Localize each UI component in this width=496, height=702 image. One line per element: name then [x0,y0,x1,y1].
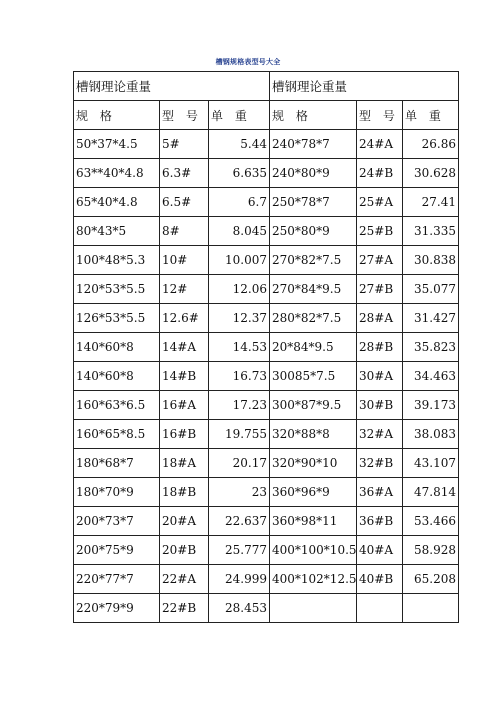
weight-cell-2: 30.628 [403,159,459,188]
model-cell: 14#B [160,362,209,391]
model-cell-2: 40#A [357,536,403,565]
table-row [74,333,459,362]
model-cell: 18#A [160,449,209,478]
spec-cell-2: 300*87*9.5 [270,391,357,420]
channel-steel-weight-table [73,71,459,623]
weight-cell-2: 39.173 [403,391,459,420]
header-model: 型 号 [160,101,209,130]
header-spec: 规 格 [74,101,160,130]
header-weight: 单 重 [209,101,270,130]
table-row [74,536,459,565]
weight-cell-2: 26.86 [403,130,459,159]
table-row [74,275,459,304]
table-row [74,217,459,246]
model-cell-2: 27#B [357,275,403,304]
spec-cell: 180*68*7 [74,449,160,478]
spec-cell: 180*70*9 [74,478,160,507]
weight-cell: 8.045 [209,217,270,246]
table-row [74,188,459,217]
model-cell: 22#B [160,594,209,623]
document-title: 槽钢规格表型号大全 [215,58,281,66]
weight-cell-2: 34.463 [403,362,459,391]
model-cell: 16#A [160,391,209,420]
spec-cell-2: 270*82*7.5 [270,246,357,275]
spec-cell-2: 270*84*9.5 [270,275,357,304]
model-cell: 20#B [160,536,209,565]
spec-cell: 50*37*4.5 [74,130,160,159]
model-cell-2: 28#A [357,304,403,333]
weight-cell-2: 53.466 [403,507,459,536]
weight-cell-2: 35.823 [403,333,459,362]
spec-cell-2: 280*82*7.5 [270,304,357,333]
weight-cell: 16.73 [209,362,270,391]
table-row [74,246,459,275]
spec-cell-2 [270,594,357,623]
weight-cell: 10.007 [209,246,270,275]
spec-cell-2: 400*100*10.5 [270,536,357,565]
table-row [74,507,459,536]
model-cell-2 [357,594,403,623]
model-cell: 16#B [160,420,209,449]
table-row [74,362,459,391]
model-cell-2: 25#A [357,188,403,217]
section-title-right: 槽钢理论重量 [270,72,459,101]
weight-cell: 12.06 [209,275,270,304]
spec-cell: 200*75*9 [74,536,160,565]
weight-cell-2: 47.814 [403,478,459,507]
model-cell-2: 25#B [357,217,403,246]
spec-cell: 220*79*9 [74,594,160,623]
header-weight-2: 单 重 [403,101,459,130]
table-row [74,420,459,449]
weight-cell-2: 58.928 [403,536,459,565]
header-model-2: 型 号 [357,101,403,130]
header-row [74,101,459,130]
spec-cell: 65*40*4.8 [74,188,160,217]
model-cell: 12# [160,275,209,304]
model-cell-2: 32#B [357,449,403,478]
model-cell: 22#A [160,565,209,594]
weight-cell: 23 [209,478,270,507]
spec-cell-2: 240*80*9 [270,159,357,188]
spec-cell: 160*65*8.5 [74,420,160,449]
spec-cell-2: 20*84*9.5 [270,333,357,362]
model-cell: 6.3# [160,159,209,188]
weight-cell: 6.7 [209,188,270,217]
model-cell: 6.5# [160,188,209,217]
spec-cell-2: 250*78*7 [270,188,357,217]
table-row [74,130,459,159]
weight-cell: 19.755 [209,420,270,449]
spec-cell: 140*60*8 [74,333,160,362]
table-row [74,449,459,478]
weight-cell: 20.17 [209,449,270,478]
weight-cell-2: 65.208 [403,565,459,594]
model-cell-2: 32#A [357,420,403,449]
spec-cell-2: 240*78*7 [270,130,357,159]
weight-cell-2 [403,594,459,623]
table-row [74,391,459,420]
spec-cell-2: 320*90*10 [270,449,357,478]
spec-cell: 220*77*7 [74,565,160,594]
weight-cell-2: 30.838 [403,246,459,275]
section-row [74,72,459,101]
spec-cell: 100*48*5.3 [74,246,160,275]
spec-cell-2: 400*102*12.5 [270,565,357,594]
weight-cell: 5.44 [209,130,270,159]
table-row [74,304,459,333]
weight-cell: 24.999 [209,565,270,594]
spec-cell: 200*73*7 [74,507,160,536]
model-cell-2: 30#A [357,362,403,391]
spec-cell: 120*53*5.5 [74,275,160,304]
model-cell-2: 36#B [357,507,403,536]
spec-cell: 80*43*5 [74,217,160,246]
model-cell: 8# [160,217,209,246]
model-cell-2: 24#B [357,159,403,188]
spec-cell: 63**40*4.8 [74,159,160,188]
model-cell: 12.6# [160,304,209,333]
weight-cell: 6.635 [209,159,270,188]
weight-cell: 14.53 [209,333,270,362]
model-cell-2: 24#A [357,130,403,159]
spec-cell: 160*63*6.5 [74,391,160,420]
table-row [74,478,459,507]
model-cell-2: 27#A [357,246,403,275]
model-cell: 14#A [160,333,209,362]
weight-cell: 12.37 [209,304,270,333]
section-title-left: 槽钢理论重量 [74,72,270,101]
model-cell: 18#B [160,478,209,507]
spec-cell-2: 360*96*9 [270,478,357,507]
model-cell-2: 40#B [357,565,403,594]
weight-cell-2: 31.427 [403,304,459,333]
spec-cell-2: 250*80*9 [270,217,357,246]
weight-cell: 28.453 [209,594,270,623]
model-cell-2: 28#B [357,333,403,362]
model-cell-2: 36#A [357,478,403,507]
spec-cell-2: 320*88*8 [270,420,357,449]
weight-cell-2: 27.41 [403,188,459,217]
spec-cell-2: 30085*7.5 [270,362,357,391]
weight-cell: 22.637 [209,507,270,536]
header-spec-2: 规 格 [270,101,357,130]
weight-cell-2: 31.335 [403,217,459,246]
table-row [74,594,459,623]
weight-cell: 17.23 [209,391,270,420]
spec-cell: 140*60*8 [74,362,160,391]
model-cell: 20#A [160,507,209,536]
weight-cell-2: 35.077 [403,275,459,304]
weight-cell: 25.777 [209,536,270,565]
weight-cell-2: 43.107 [403,449,459,478]
model-cell: 10# [160,246,209,275]
weight-cell-2: 38.083 [403,420,459,449]
model-cell: 5# [160,130,209,159]
model-cell-2: 30#B [357,391,403,420]
spec-cell-2: 360*98*11 [270,507,357,536]
table-row [74,565,459,594]
table-row [74,159,459,188]
spec-cell: 126*53*5.5 [74,304,160,333]
